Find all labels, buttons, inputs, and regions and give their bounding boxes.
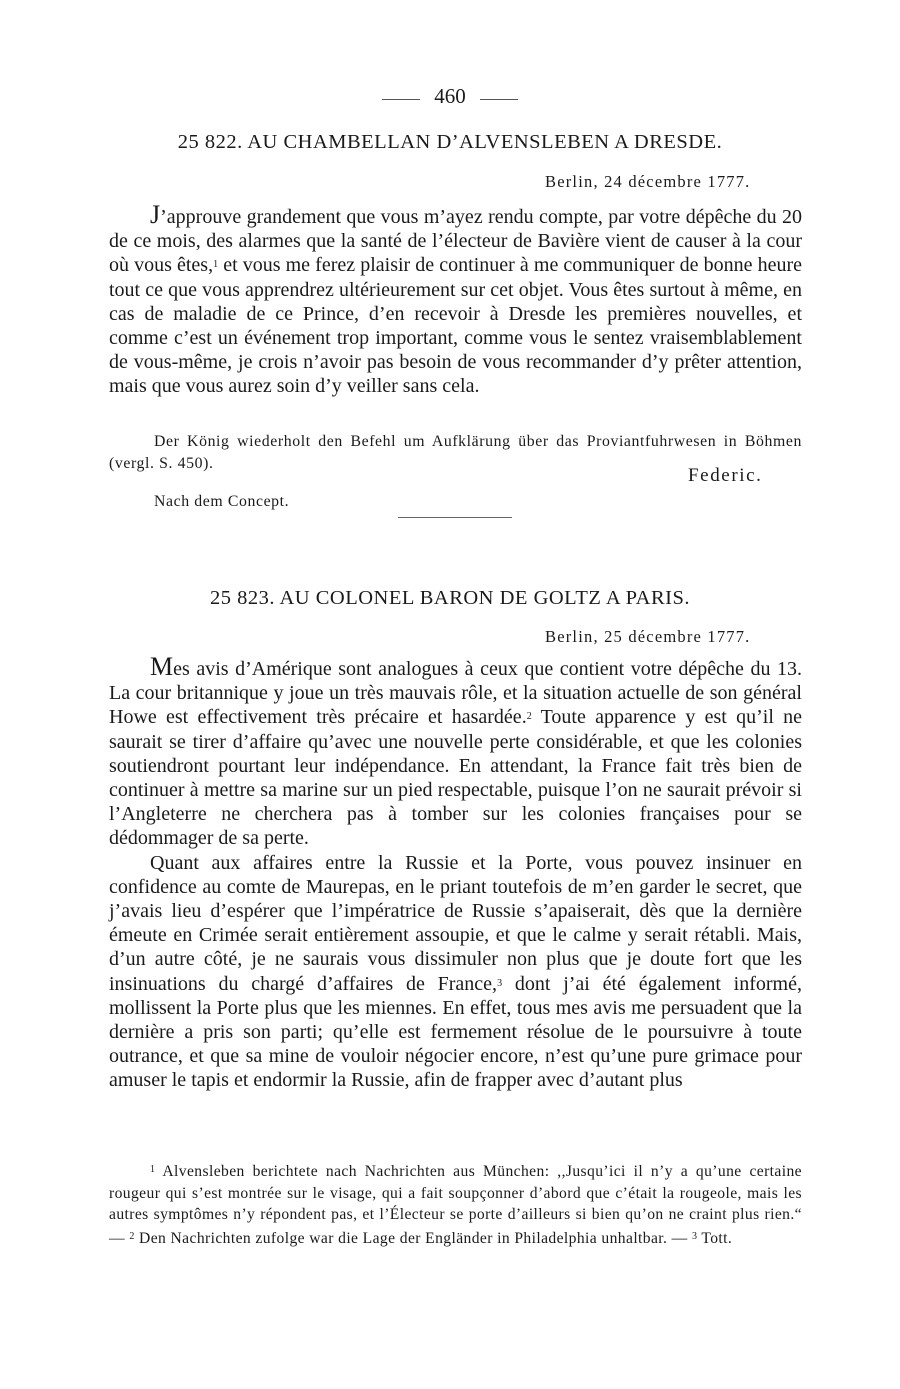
- paragraph-text: Toute apparence y est qu’il ne saurait se tirer d’affaire qu’avec une nouvelle perte considérable, et que les colonies soutiendront pourtant leur indépendance. En attendant, la France fait très bien de continuer à mettre sa marine sur un pied respectable, puisque l’on ne saurait prévoir si l’Angleterre ne cherchera pas à tomber sur les colonies françaises pour se dédommager de sa perte.: [109, 706, 803, 850]
- letter-body: [109, 652, 803, 1093]
- source-note: Nach dem Concept.: [154, 493, 290, 510]
- letter-date: Berlin, 24 décembre 1777.: [545, 172, 751, 191]
- page-header: [0, 84, 900, 109]
- header-dash-right: [480, 99, 518, 100]
- letter-date: Berlin, 25 décembre 1777.: [545, 627, 751, 646]
- letter-heading: 25 822. AU CHAMBELLAN D’ALVENSLEBEN A DRESDE.: [177, 131, 723, 153]
- paragraph-text: es avis d’Amérique sont analogues à ceux que contient votre dépêche du 13. La cour britannique y joue un très mauvais rôle, et la situation actuelle de son général Howe est effectivement très précaire et hasardée.: [109, 658, 802, 729]
- footnote-marker[interactable]: 3: [497, 977, 503, 989]
- letter-heading: 25 823. AU COLONEL BARON DE GOLTZ A PARIS.: [209, 587, 691, 609]
- footnote-number: 1: [150, 1164, 156, 1175]
- footnote-text: Den Nachrichten zufolge war die Lage der Engländer in Philadelphia unhaltbar. —: [139, 1229, 688, 1247]
- footnote-block: [109, 1159, 802, 1249]
- signature: Federic.: [688, 465, 763, 486]
- letter-paragraph: [109, 200, 802, 399]
- page-number: 460: [434, 84, 466, 108]
- footnote-marker[interactable]: 1: [213, 259, 219, 271]
- paragraph-text: et vous me ferez plaisir de continuer à me communiquer de bonne heure tout ce que vous apprendrez ultérieurement sur cet objet. Vous êtes surtout à même, en cas de maladie de ce Prince, d’en recevoir à Dresde les premières nouvelles, et comme c’est un événement trop important, comme vous le sentez vraisemblablement de vous-même, je crois n’avoir pas besoin de vous recommander d’y prêter attention, mais que vous aurez soin d’y veiller sans cela.: [109, 254, 802, 398]
- initial-letter: M: [150, 652, 174, 681]
- header-dash-left: [382, 99, 420, 100]
- footnote-marker[interactable]: 2: [526, 711, 532, 723]
- footnote-text: Tott.: [701, 1229, 733, 1247]
- paragraph-text: ’approuve grandement que vous m’ayez rendu compte, par votre dépêche du 20 de ce mois, des alarmes que la santé de l’électeur de Bavière vient de causer à la cour où vous êtes,: [109, 206, 802, 277]
- footnotes: [109, 1159, 802, 1249]
- paragraph-text: Quant aux affaires entre la Russie et la Porte, vous pouvez insinuer en confidence au comte de Maurepas, en le priant toutefois de m’en garder le secret, que j’avais lieu d’espérer que l’impératrice de Russie s’apaiserait, dès que la dernière émeute en Crimée serait entièrement assoupie, et que le calme y serait rétabli. Mais, d’un autre côté, je ne saurais vous dissimuler non plus que je doute fort que les insinuations du chargé d’affaires de France,: [109, 851, 802, 995]
- section-divider: [398, 517, 512, 518]
- footnote-text: Alvensleben berichtete nach Nachrichten aus München: ,,Jusqu’ici il n’y a qu’une certaine rougeur qui s’est montrée sur le visage, qui a fait soupçonner d’abord que c’était la rougeole, mais les autres symptômes n’y répondent pas, et l’Électeur se porte d’ailleurs si bien qu’on ne craint plus rien.“ —: [109, 1163, 802, 1247]
- footnote-number: 3: [691, 1230, 698, 1242]
- letter-body: [109, 200, 802, 399]
- paragraph-text: dont j’ai été également informé, mollissent la Porte plus que les miennes. En effet, tous mes avis me persuadent que la dernière a pris son parti; qu’elle est fermement résolue de le poursuivre à toute outrance, et que sa mine de vouloir négocier encore, n’est qu’une pure grimace pour amuser le tapis et endormir la Russie, afin de frapper avec d’autant plus: [109, 972, 802, 1092]
- initial-letter: J: [150, 200, 161, 229]
- editorial-remark: Der König wiederholt den Befehl um Aufklärung über das Proviantfuhrwesen in Böhmen (vergl. S. 450).: [109, 433, 802, 472]
- letter-paragraph: [109, 652, 803, 851]
- letter-paragraph: [109, 851, 802, 1093]
- footnote-number: 2: [129, 1230, 135, 1242]
